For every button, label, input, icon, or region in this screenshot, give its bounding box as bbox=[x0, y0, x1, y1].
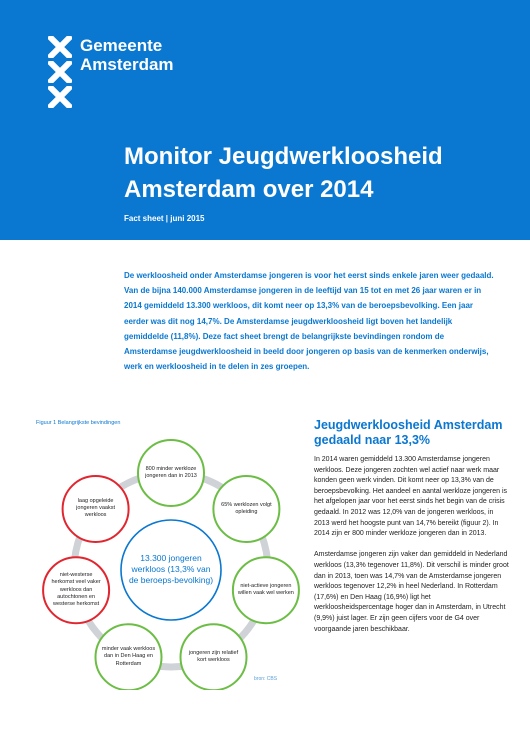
title-line2: Amsterdam over 2014 bbox=[124, 176, 374, 203]
node-label-4: jongeren zijn relatief kort werkloos bbox=[188, 650, 239, 664]
node-label-2: 65% werklozen volgt opleiding bbox=[221, 502, 272, 516]
node-label-5: minder vaak werkloos dan in Den Haag en Rotterdam bbox=[101, 646, 156, 667]
page-title bbox=[124, 140, 443, 206]
intro-paragraph: De werkloosheid onder Amsterdamse jongeren is voor het eerst sinds enkele jaren weer gedaald. Van de bijna 140.000 Amsterdamse jongeren in de leeftijd van 15 tot en met 26 jaar waren er in 2014 gemiddeld 13.300 werkloos, dit komt neer op 13,3% van de beroepsbevolking. Een jaar eerder was dit nog 14,7%. De Amsterdamse jeugdwerkloosheid ligt boven het landelijk gemiddelde (11,8%). Deze fact sheet brengt de belangrijkste bevindingen rondom de Amsterdamse jeugdwerkloosheid in beeld door jongeren op basis van de kenmerken onderwijs, werk en werkloosheid in te delen in zes groepen. bbox=[124, 271, 494, 372]
page-subtitle: Fact sheet | juni 2015 bbox=[124, 214, 205, 223]
section-body bbox=[314, 455, 510, 646]
header-banner bbox=[0, 0, 530, 240]
org-name-line2: Amsterdam bbox=[80, 55, 174, 74]
section-heading bbox=[314, 418, 502, 448]
org-name-line1: Gemeente bbox=[80, 36, 163, 55]
section-heading-line2: gedaald naar 13,3% bbox=[314, 433, 431, 447]
body-paragraph-1: In 2014 waren gemiddeld 13.300 Amsterdamse jongeren werkloos. Deze jongeren zochten wel actief naar werk maar konden geen werk vinden. Dit komt neer op 13,3% van de beroepsbevolking. Het aandeel en aantal werkloze jongeren is het afgelopen jaar voor het eerst sinds het begin van de crisis gedaald. In 2012 was 12,0% van de jongeren werkloos, in 2013 werd het hoogste punt van 14,7% bereikt (figuur 2). In 2014 zijn er 800 minder werkloze jongeren dan in 2013. bbox=[314, 456, 508, 538]
section-heading-line1: Jeugdwerkloosheid Amsterdam bbox=[314, 418, 503, 432]
node-label-3: niet-actieve jongeren willen vaak wel werken bbox=[237, 583, 294, 597]
figure-source: bron: CBS bbox=[254, 676, 278, 682]
figure-caption: Figuur 1 Belangrijkste bevindingen bbox=[36, 420, 121, 426]
node-label-1: 800 minder werkloze jongeren dan in 2013 bbox=[145, 466, 197, 480]
cross-icon bbox=[48, 61, 72, 83]
cross-icon bbox=[48, 86, 72, 108]
findings-diagram bbox=[36, 430, 306, 690]
center-label: 13.300 jongeren werkloos (13,3% van de beroeps-bevolking) bbox=[128, 553, 214, 585]
node-label-6: niet-westerse herkomst veel vaker werkloos dan autochtonen en westerse herkomst bbox=[51, 572, 101, 607]
body-paragraph-2: Amsterdamse jongeren zijn vaker dan gemiddeld in Nederland werkloos (13,3% tegenover 11,8%). Dit verschil is minder groot dan in 2013, toen was 14,7% van de Amsterdamse jongeren werkloos tegenover 12,2% in heel Nederland. In Rotterdam (17,6%) en Den Haag (16,9%) ligt het werkloosheidspercentage hoger dan in Amsterdam, in Utrecht (9,9%) juist lager. Er zijn geen cijfers voor de G4 over voorgaande jaren beschikbaar. bbox=[314, 551, 509, 633]
title-line1: Monitor Jeugdwerkloosheid bbox=[124, 143, 443, 170]
cross-icon bbox=[48, 36, 72, 58]
organization-name bbox=[80, 36, 174, 74]
amsterdam-logo bbox=[48, 36, 72, 111]
node-label-7: laag opgeleide jongeren vaakst werkloos bbox=[76, 498, 116, 519]
